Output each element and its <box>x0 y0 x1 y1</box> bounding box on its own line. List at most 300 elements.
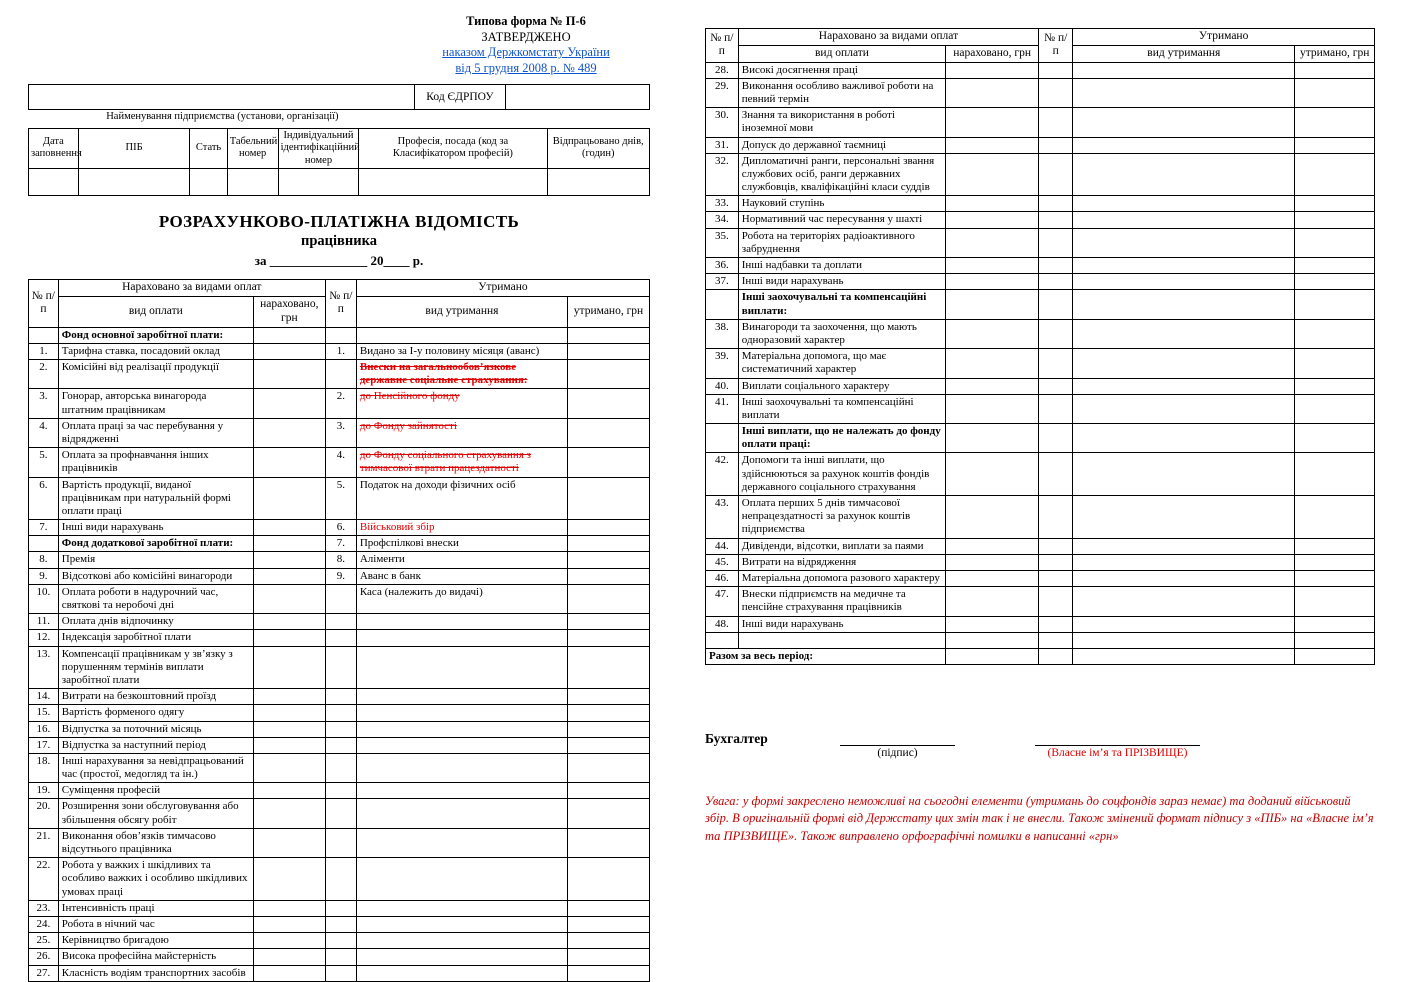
accrued-amount-cell <box>946 274 1039 290</box>
days-worked-cell <box>547 169 650 196</box>
accrued-num-cell <box>706 632 739 648</box>
table-row <box>706 496 1375 539</box>
withhold-type-cell <box>356 646 567 689</box>
accrued-num-cell: 44. <box>706 538 739 554</box>
accrued-type-cell: Тарифна ставка, посадовий оклад <box>58 343 253 359</box>
accrued-amount-cell <box>946 394 1039 423</box>
withhold-amount-cell <box>1295 587 1375 616</box>
payroll-table-right <box>705 28 1375 665</box>
accrued-amount-cell <box>946 137 1039 153</box>
accrued-type-cell: Робота на територіях радіоактивного забруднення <box>738 228 945 257</box>
withhold-type-cell <box>356 858 567 901</box>
withhold-type-cell <box>1073 554 1295 570</box>
withhold-type-cell <box>1073 153 1295 196</box>
withhold-amount-cell <box>568 753 650 782</box>
table-row <box>706 394 1375 423</box>
accrued-amount-cell <box>253 327 325 343</box>
table-row <box>706 62 1375 78</box>
withhold-num-cell <box>325 799 356 828</box>
accrued-amount-cell <box>946 648 1039 664</box>
accrued-num-cell: 23. <box>29 900 59 916</box>
withhold-type-cell <box>1073 62 1295 78</box>
page-left <box>28 14 650 982</box>
table-row <box>706 554 1375 570</box>
accrued-amount-cell <box>946 496 1039 539</box>
withhold-amount-cell <box>1295 538 1375 554</box>
col-id-number: Індивідуальний ідентифікаційний номер <box>278 128 359 169</box>
withhold-amount-cell <box>568 552 650 568</box>
accrued-num-cell: 47. <box>706 587 739 616</box>
withhold-num-cell: 1. <box>325 343 356 359</box>
withhold-amount-cell <box>568 584 650 613</box>
accrued-num-cell: 38. <box>706 319 739 348</box>
table-row <box>29 536 650 552</box>
accrued-type-cell: Виконання особливо важливої роботи на певний термін <box>738 78 945 107</box>
accrued-type-cell: Фонд основної заробітної плати: <box>58 327 253 343</box>
withhold-type-cell <box>1073 228 1295 257</box>
accrued-amount-cell <box>946 196 1039 212</box>
profession-cell <box>359 169 547 196</box>
col-personnel-number: Табельний номер <box>227 128 278 169</box>
table-row <box>706 274 1375 290</box>
withhold-amount-cell <box>568 721 650 737</box>
table-row <box>706 108 1375 137</box>
withhold-num-cell <box>1039 212 1073 228</box>
accrued-type-cell: Фонд додаткової заробітної плати: <box>58 536 253 552</box>
total-label-cell: Разом за весь період: <box>706 648 946 664</box>
accrued-amount-cell <box>253 721 325 737</box>
accrued-num-cell: 9. <box>29 568 59 584</box>
table-row <box>29 448 650 477</box>
withheld-amount-cell <box>1295 648 1375 664</box>
withhold-num-cell <box>325 705 356 721</box>
withhold-num-cell <box>325 783 356 799</box>
withhold-amount-cell <box>568 568 650 584</box>
table-row <box>29 965 650 981</box>
accrued-amount-cell <box>946 538 1039 554</box>
table-row <box>706 153 1375 196</box>
name-block <box>1035 731 1200 759</box>
accrued-num-cell: 22. <box>29 858 59 901</box>
accrued-amount-cell <box>946 258 1039 274</box>
accrued-group-header: Нараховано за видами оплат <box>58 280 325 297</box>
withheld-amount-header: утримано, грн <box>568 297 650 328</box>
accrued-num-cell: 24. <box>29 916 59 932</box>
table-row <box>706 258 1375 274</box>
table-row <box>29 933 650 949</box>
withhold-amount-cell <box>1295 424 1375 453</box>
table-row <box>706 570 1375 586</box>
withhold-type-cell <box>1073 632 1295 648</box>
col-full-name: ПІБ <box>78 128 190 169</box>
table-row <box>706 196 1375 212</box>
accrued-amount-cell <box>946 632 1039 648</box>
accrued-num-cell: 34. <box>706 212 739 228</box>
withhold-amount-cell <box>1295 616 1375 632</box>
withhold-num-cell <box>325 327 356 343</box>
withhold-num-cell <box>325 689 356 705</box>
withhold-type-cell <box>1073 496 1295 539</box>
table-row <box>29 721 650 737</box>
withhold-amount-cell <box>568 630 650 646</box>
withhold-amount-cell <box>568 389 650 418</box>
table-header-row <box>706 29 1375 46</box>
withhold-num-cell <box>325 916 356 932</box>
withhold-type-cell <box>356 799 567 828</box>
withhold-amount-cell <box>1295 62 1375 78</box>
withhold-type-cell <box>1073 424 1295 453</box>
withhold-amount-cell <box>568 799 650 828</box>
accrued-group-header: Нараховано за видами оплат <box>738 29 1038 46</box>
accrued-num-cell: 27. <box>29 965 59 981</box>
table-row <box>706 616 1375 632</box>
accrued-type-cell: Інші заохочувальні та компенсаційні виплати: <box>738 290 945 319</box>
accrued-num-cell: 39. <box>706 349 739 378</box>
table-row <box>29 646 650 689</box>
accrued-num-cell: 11. <box>29 614 59 630</box>
withhold-num-cell <box>1039 587 1073 616</box>
employee-info-table <box>28 128 650 197</box>
num-col-header: № п/п <box>29 280 59 327</box>
table-row <box>706 228 1375 257</box>
table-row <box>29 520 650 536</box>
withhold-type-cell <box>1073 538 1295 554</box>
accrued-amount-cell <box>253 689 325 705</box>
accrued-num-cell: 31. <box>706 137 739 153</box>
withhold-num-cell <box>1039 570 1073 586</box>
accrued-amount-cell <box>253 343 325 359</box>
accrued-num-cell: 45. <box>706 554 739 570</box>
withhold-num-cell <box>325 584 356 613</box>
withhold-type-cell <box>1073 394 1295 423</box>
withhold-type-cell: Військовий збір <box>356 520 567 536</box>
withhold-num-cell <box>325 737 356 753</box>
accrued-amount-cell <box>253 614 325 630</box>
withhold-num-cell <box>325 858 356 901</box>
accrued-amount-cell <box>253 783 325 799</box>
approved-order-link[interactable]: наказом Держкомстату України <box>442 45 610 60</box>
withhold-amount-cell <box>568 477 650 520</box>
withhold-num-cell <box>1039 378 1073 394</box>
withhold-type-cell: Аванс в банк <box>356 568 567 584</box>
col-profession: Професія, посада (код за Класифікатором професій) <box>359 128 547 169</box>
accrued-type-cell: Інші виплати, що не належать до фонду оплати праці: <box>738 424 945 453</box>
withhold-type-cell <box>1073 453 1295 496</box>
accrued-amount-cell <box>946 319 1039 348</box>
withhold-type-cell: Внески на загальнообов’язкове державне соціальне страхування: <box>356 360 567 389</box>
withhold-amount-cell <box>1295 212 1375 228</box>
table-row <box>29 477 650 520</box>
accrued-amount-cell <box>946 153 1039 196</box>
accrued-num-cell <box>706 290 739 319</box>
withhold-amount-cell <box>568 965 650 981</box>
withhold-amount-cell <box>568 520 650 536</box>
withhold-type-cell <box>1073 616 1295 632</box>
table-row <box>29 900 650 916</box>
table-row <box>29 858 650 901</box>
form-number-label: Типова форма № П-6 <box>466 14 586 28</box>
accrued-amount-cell <box>253 965 325 981</box>
withhold-amount-cell <box>1295 153 1375 196</box>
withhold-type-cell: Видано за І-у половину місяця (аванс) <box>356 343 567 359</box>
editor-note: Увага: у формі закреслено неможливі на сьогодні елементи (утримань до соцфондів зараз немає) та доданий військовий збір. В оригінальній формі від Держстату цих змін так і не внесли. Також змінений формат підпису з «ПІБ» на «Власне ім’я та ПРІЗВИЩЕ». Також виправлено орфографічні помилки в написанні «грн» <box>705 793 1374 843</box>
withhold-num-cell <box>1039 319 1073 348</box>
accrued-num-cell: 28. <box>706 62 739 78</box>
accrued-type-cell: Високі досягнення праці <box>738 62 945 78</box>
withhold-num-cell <box>325 753 356 782</box>
accrued-num-cell: 16. <box>29 721 59 737</box>
withhold-amount-cell <box>568 448 650 477</box>
accrued-amount-cell <box>253 949 325 965</box>
withhold-num-cell <box>325 933 356 949</box>
withhold-num-cell: 2. <box>325 389 356 418</box>
name-caption: (Власне ім’я та ПРІЗВИЩЕ) <box>1047 746 1188 759</box>
table-row <box>29 828 650 857</box>
table-row <box>29 584 650 613</box>
accrued-amount-cell <box>946 228 1039 257</box>
employee-header-row <box>29 128 650 169</box>
withhold-num-cell <box>325 721 356 737</box>
accrued-num-cell: 5. <box>29 448 59 477</box>
withhold-amount-cell <box>1295 228 1375 257</box>
withhold-num-cell <box>1039 290 1073 319</box>
table-row <box>29 343 650 359</box>
withhold-amount-cell <box>1295 290 1375 319</box>
table-row <box>706 424 1375 453</box>
withhold-type-cell <box>356 933 567 949</box>
accrued-num-cell: 21. <box>29 828 59 857</box>
accrued-type-cell: Інші нарахування за невідпрацьований час (простої, медогляд та ін.) <box>58 753 253 782</box>
accrued-num-cell: 33. <box>706 196 739 212</box>
accrued-num-cell: 10. <box>29 584 59 613</box>
accrued-type-cell: Допомоги та інші виплати, що здійснюються за рахунок коштів фондів державного соціального страхування <box>738 453 945 496</box>
withhold-type-cell: до Пенсійного фонду <box>356 389 567 418</box>
employee-empty-row <box>29 169 650 196</box>
withheld-group-header: Утримано <box>1073 29 1375 46</box>
accrued-type-cell: Інтенсивність праці <box>58 900 253 916</box>
accrued-amount-cell <box>253 753 325 782</box>
accrued-type-cell: Класність водіям транспортних засобів <box>58 965 253 981</box>
accrued-type-cell: Оплата праці за час перебування у відрядженні <box>58 418 253 447</box>
table-row <box>706 78 1375 107</box>
withhold-type-cell <box>1073 212 1295 228</box>
accrued-amount-cell <box>253 858 325 901</box>
table-row <box>706 453 1375 496</box>
withhold-type-cell <box>1073 587 1295 616</box>
accrued-amount-cell <box>253 799 325 828</box>
accrued-type-cell: Відпустка за поточний місяць <box>58 721 253 737</box>
num-col-header: № п/п <box>325 280 356 327</box>
col-days-worked: Відпрацьовано днів, (годин) <box>547 128 650 169</box>
accrued-num-cell: 40. <box>706 378 739 394</box>
accrued-type-cell: Знання та використання в роботі іноземної мови <box>738 108 945 137</box>
table-row <box>29 737 650 753</box>
withhold-type-cell: Каса (належить до видачі) <box>356 584 567 613</box>
withhold-num-cell <box>1039 153 1073 196</box>
name-line <box>1035 731 1200 746</box>
withhold-amount-cell <box>568 614 650 630</box>
signature-block <box>840 731 955 759</box>
num-col-header: № п/п <box>706 29 739 63</box>
accrued-num-cell <box>29 536 59 552</box>
accrued-num-cell: 25. <box>29 933 59 949</box>
table-row <box>706 212 1375 228</box>
table-row <box>706 538 1375 554</box>
withhold-type-cell <box>1073 274 1295 290</box>
withhold-amount-cell <box>568 783 650 799</box>
withhold-num-cell <box>1039 538 1073 554</box>
accrued-num-cell: 42. <box>706 453 739 496</box>
accrued-amount-cell <box>946 108 1039 137</box>
withhold-num-cell <box>325 630 356 646</box>
accrued-amount-cell <box>946 78 1039 107</box>
col-sex: Стать <box>190 128 227 169</box>
page-right <box>705 28 1375 845</box>
accrued-type-cell: Робота у важких і шкідливих та особливо важких і особливо шкідливих умовах праці <box>58 858 253 901</box>
withhold-amount-cell <box>568 418 650 447</box>
withhold-type-cell <box>1073 78 1295 107</box>
withhold-amount-cell <box>1295 274 1375 290</box>
payroll-table-left <box>28 279 650 981</box>
accrued-type-cell: Премія <box>58 552 253 568</box>
accrued-amount-cell <box>253 705 325 721</box>
withhold-amount-cell <box>568 949 650 965</box>
fill-date-cell <box>29 169 79 196</box>
withhold-type-cell <box>356 965 567 981</box>
accrued-num-cell <box>29 327 59 343</box>
withhold-amount-cell <box>568 916 650 932</box>
accrued-type-cell: Відпустка за наступний період <box>58 737 253 753</box>
table-row <box>706 648 1375 664</box>
accrued-type-cell: Оплата днів відпочинку <box>58 614 253 630</box>
company-name-cell <box>29 84 415 109</box>
withhold-type-cell: Аліменти <box>356 552 567 568</box>
accrued-type-cell: Керівництво бригадою <box>58 933 253 949</box>
accrued-amount-cell <box>946 424 1039 453</box>
accrued-amount-header: нараховано, грн <box>946 45 1039 62</box>
accrued-type-cell: Відсоткові або комісійні винагороди <box>58 568 253 584</box>
withhold-amount-cell <box>1295 349 1375 378</box>
accrued-type-cell: Витрати на безкоштовний проїзд <box>58 689 253 705</box>
table-row <box>29 568 650 584</box>
withhold-amount-cell <box>568 828 650 857</box>
accrued-amount-cell <box>253 828 325 857</box>
withhold-num-cell <box>1039 228 1073 257</box>
accrued-amount-cell <box>946 349 1039 378</box>
accrued-type-cell: Матеріальна допомога, що має систематичний характер <box>738 349 945 378</box>
withhold-type-cell <box>1073 349 1295 378</box>
accrued-num-cell: 8. <box>29 552 59 568</box>
accrued-num-cell <box>706 424 739 453</box>
withhold-num-cell <box>1039 616 1073 632</box>
accrued-type-cell: Розширення зони обслуговування або збільшення обсягу робіт <box>58 799 253 828</box>
accrued-type-cell <box>738 632 945 648</box>
withhold-amount-cell <box>568 933 650 949</box>
accrued-type-cell: Нормативний час пересування у шахті <box>738 212 945 228</box>
withhold-amount-cell <box>568 900 650 916</box>
edrpou-value-cell <box>506 84 650 109</box>
withhold-amount-cell <box>568 536 650 552</box>
accrued-num-cell: 46. <box>706 570 739 586</box>
withhold-num-cell <box>325 360 356 389</box>
accrued-num-cell: 7. <box>29 520 59 536</box>
accrued-num-cell: 15. <box>29 705 59 721</box>
accrued-num-cell: 35. <box>706 228 739 257</box>
accountant-label: Бухгалтер <box>705 730 768 746</box>
withhold-amount-cell <box>568 327 650 343</box>
withhold-amount-cell <box>1295 378 1375 394</box>
edrpou-label: Код ЄДРПОУ <box>414 84 506 109</box>
accountant-signature-row <box>705 731 1375 759</box>
accrued-num-cell: 19. <box>29 783 59 799</box>
accrued-num-cell: 12. <box>29 630 59 646</box>
withhold-num-cell <box>1039 554 1073 570</box>
withhold-type-cell <box>1073 570 1295 586</box>
accrued-num-cell: 29. <box>706 78 739 107</box>
withhold-type-header: вид утримання <box>356 297 567 328</box>
edrpou-strip <box>28 84 650 110</box>
withhold-amount-cell <box>1295 137 1375 153</box>
withhold-type-cell: Податок на доходи фізичних осіб <box>356 477 567 520</box>
accrued-amount-cell <box>253 630 325 646</box>
table-row <box>29 552 650 568</box>
accrued-type-cell: Комісійні від реалізації продукції <box>58 360 253 389</box>
withhold-type-cell <box>356 737 567 753</box>
withhold-num-cell <box>1039 424 1073 453</box>
accrued-amount-cell <box>946 62 1039 78</box>
company-name-caption: Найменування підприємства (установи, організації) <box>106 110 339 122</box>
accrued-type-cell: Індексація заробітної плати <box>58 630 253 646</box>
accrued-amount-cell <box>253 389 325 418</box>
accrued-num-cell: 14. <box>29 689 59 705</box>
table-row <box>706 632 1375 648</box>
withhold-amount-cell <box>568 360 650 389</box>
withhold-type-cell <box>1073 258 1295 274</box>
accrued-type-cell: Оплата роботи в надурочний час, святкові та неробочі дні <box>58 584 253 613</box>
withhold-num-cell <box>325 965 356 981</box>
withhold-num-cell <box>1039 196 1073 212</box>
accrued-amount-header: нараховано, грн <box>253 297 325 328</box>
withhold-num-cell <box>325 900 356 916</box>
pay-type-header: вид оплати <box>738 45 945 62</box>
table-row <box>29 916 650 932</box>
accrued-type-cell: Дипломатичні ранги, персональні звання службових осіб, ранги державних службовців, кваліфікаційні класи суддів <box>738 153 945 196</box>
withhold-num-cell <box>1039 274 1073 290</box>
accrued-type-cell: Інші заохочувальні та компенсаційні виплати <box>738 394 945 423</box>
withhold-num-cell <box>1039 394 1073 423</box>
num-col-header: № п/п <box>1039 29 1073 63</box>
accrued-amount-cell <box>253 448 325 477</box>
withhold-amount-cell <box>1295 394 1375 423</box>
withhold-num-cell: 9. <box>325 568 356 584</box>
withheld-group-header: Утримано <box>356 280 649 297</box>
accrued-amount-cell <box>253 900 325 916</box>
withhold-num-cell <box>1039 108 1073 137</box>
accrued-num-cell: 30. <box>706 108 739 137</box>
withhold-amount-cell <box>1295 496 1375 539</box>
withhold-amount-cell <box>568 343 650 359</box>
withhold-type-cell: до Фонду соціального страхування з тимчасової втрати працездатності <box>356 448 567 477</box>
withhold-amount-cell <box>568 737 650 753</box>
accrued-type-cell: Інші види нарахувань <box>58 520 253 536</box>
accrued-num-cell: 1. <box>29 343 59 359</box>
approved-date-link[interactable]: від 5 грудня 2008 р. № 489 <box>455 60 597 75</box>
accrued-num-cell: 43. <box>706 496 739 539</box>
accrued-num-cell: 3. <box>29 389 59 418</box>
withhold-amount-cell <box>1295 632 1375 648</box>
withhold-amount-cell <box>1295 258 1375 274</box>
withhold-num-cell: 7. <box>325 536 356 552</box>
